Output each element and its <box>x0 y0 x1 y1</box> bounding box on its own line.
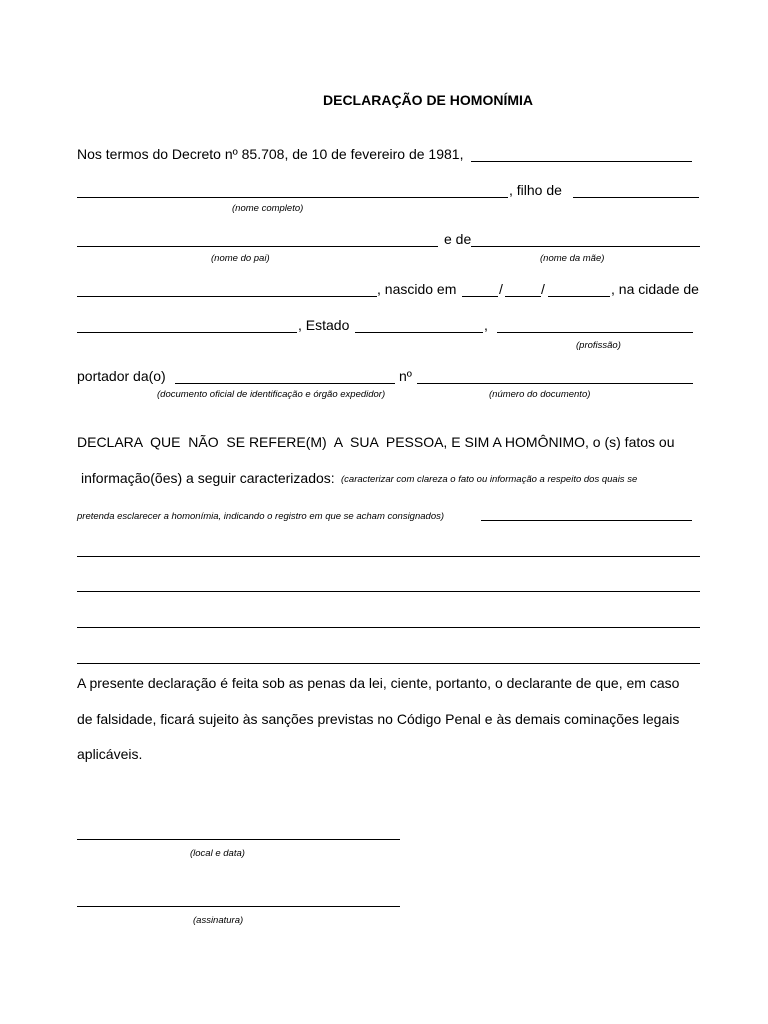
hint-assinatura: (assinatura) <box>193 915 244 926</box>
declara-hint-1: (caracterizar com clareza o fato ou informação a respeito dos quais se <box>341 474 638 485</box>
closing-line-2: de falsidade, ficará sujeito às sanções previstas no Código Penal e às demais cominações legais <box>77 711 680 727</box>
filho-de-label: , filho de <box>509 182 562 198</box>
intro-text: Nos termos do Decreto nº 85.708, de 10 de fevereiro de 1981, <box>77 146 464 162</box>
nationality-field[interactable] <box>77 296 377 297</box>
document-number-field[interactable] <box>417 383 693 384</box>
nascido-em-label: , nascido em <box>377 281 457 297</box>
fact-field-line-4[interactable] <box>77 663 700 664</box>
declara-line-1: DECLARA QUE NÃO SE REFERE(M) A SUA PESSOA, E SIM A HOMÔNIMO, o (s) fatos ou <box>77 434 675 450</box>
page-title: DECLARAÇÃO DE HOMONÍMIA <box>323 92 533 108</box>
estado-label: , Estado <box>298 317 350 333</box>
declarant-name-field[interactable] <box>471 161 692 162</box>
hint-nome-mae: (nome da mãe) <box>540 253 605 264</box>
hint-nome-completo: (nome completo) <box>232 203 304 214</box>
na-cidade-de-label: , na cidade de <box>611 281 699 297</box>
birth-day-field[interactable] <box>462 296 498 297</box>
hint-local-data: (local e data) <box>190 848 245 859</box>
hint-documento: (documento oficial de identificação e órgão expedidor) <box>157 389 386 400</box>
declara-line-2: informação(ões) a seguir caracterizados: <box>81 470 335 486</box>
birth-month-field[interactable] <box>505 296 541 297</box>
profession-field[interactable] <box>497 332 693 333</box>
date-slash-1: / <box>499 281 503 297</box>
local-data-field[interactable] <box>77 839 400 840</box>
portador-label: portador da(o) <box>77 368 166 384</box>
declara-hint-2: pretenda esclarecer a homonímia, indicando o registro em que se acham consignados) <box>77 511 445 522</box>
signature-field[interactable] <box>77 906 400 907</box>
closing-line-3: aplicáveis. <box>77 746 143 762</box>
fact-field-line-3[interactable] <box>77 627 700 628</box>
hint-numero-documento: (número do documento) <box>489 389 591 400</box>
closing-line-1: A presente declaração é feita sob as penas da lei, ciente, portanto, o declarante de que, em caso <box>77 675 680 691</box>
hint-profissao: (profissão) <box>576 340 621 351</box>
state-field[interactable] <box>355 332 483 333</box>
filho-de-field[interactable] <box>573 197 699 198</box>
full-name-field[interactable] <box>77 197 508 198</box>
birth-year-field[interactable] <box>548 296 610 297</box>
fact-field-line-1[interactable] <box>77 556 700 557</box>
date-slash-2: / <box>541 281 545 297</box>
mother-name-field[interactable] <box>471 246 700 247</box>
fact-field-inline[interactable] <box>481 520 692 521</box>
hint-nome-pai: (nome do pai) <box>211 253 270 264</box>
e-de-label: e de <box>444 231 472 247</box>
city-field[interactable] <box>77 332 297 333</box>
document-type-field[interactable] <box>175 383 395 384</box>
father-name-field[interactable] <box>77 246 438 247</box>
fact-field-line-2[interactable] <box>77 591 700 592</box>
comma-label: , <box>484 317 488 333</box>
numero-symbol: nº <box>399 368 412 384</box>
